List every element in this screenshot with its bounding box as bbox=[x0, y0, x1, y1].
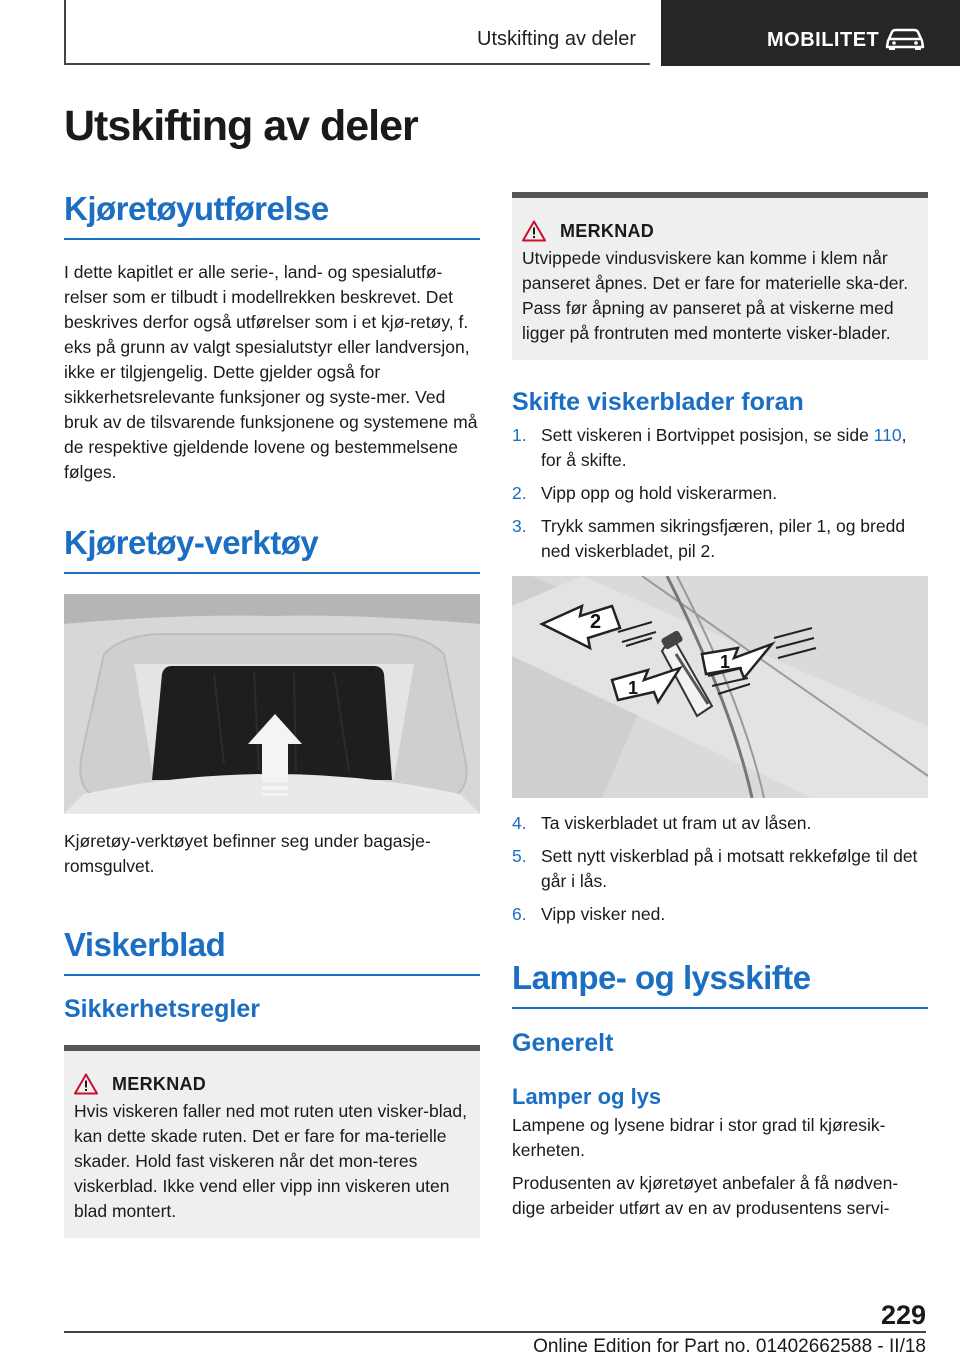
heading-vehicle-variant: Kjøretøyutførelse bbox=[64, 190, 480, 240]
page-title: Utskifting av deler bbox=[64, 102, 418, 150]
steps-list-a bbox=[512, 423, 928, 564]
step-text-part: Sett viskeren i Bortvippet posisjon, se side bbox=[541, 425, 874, 445]
header-chapter-tab[interactable] bbox=[661, 0, 960, 66]
paragraph-vehicle-tools: Kjøretøy-verktøyet befinner seg under bagasje-romsgulvet. bbox=[64, 831, 431, 876]
heading-safety-rules: Sikkerhetsregler bbox=[64, 995, 260, 1023]
header-left-rule bbox=[64, 0, 66, 64]
step-text: Vipp visker ned. bbox=[541, 904, 666, 924]
right-column bbox=[512, 192, 928, 1221]
paragraph-lamps-2: Produsenten av kjøretøyet anbefaler å få nødven-dige arbeider utført av en av produsentens servi- bbox=[512, 1173, 899, 1218]
step-text: Trykk sammen sikringsfjæren, piler 1, og bredd ned viskerbladet, pil 2. bbox=[541, 516, 906, 561]
step-number: 6. bbox=[512, 904, 527, 924]
step-text: Ta viskerbladet ut fram ut av låsen. bbox=[541, 813, 812, 833]
footer-rule bbox=[64, 1331, 926, 1333]
wiper-diagram bbox=[512, 576, 928, 798]
step-number: 5. bbox=[512, 846, 527, 866]
heading-replace-front-wipers: Skifte viskerblader foran bbox=[512, 388, 804, 416]
heading-lamp-replacement: Lampe- og lysskifte bbox=[512, 959, 928, 1009]
step-text: Sett nytt viskerblad på i motsatt rekkefølge til det går i lås. bbox=[541, 846, 918, 891]
step-number: 2. bbox=[512, 483, 527, 503]
step-text-part: , for å skifte. bbox=[541, 425, 907, 470]
list-item bbox=[512, 514, 928, 564]
notice-title: MERKNAD bbox=[112, 1073, 207, 1094]
footer-edition: Online Edition for Part no. 01402662588 - II/18 bbox=[533, 1336, 926, 1357]
notice-text: Utvippede vindusviskere kan komme i klem når panseret åpnes. Det er fare for materielle ska-der. Pass før åpning av panseret på at viskerne med ligger på frontruten med monterte visker-blader. bbox=[522, 248, 909, 343]
notice-box-left bbox=[64, 1045, 480, 1238]
step-text: Vipp opp og hold viskerarmen. bbox=[541, 483, 778, 503]
car-icon bbox=[884, 27, 926, 51]
header-chapter-label: MOBILITET bbox=[767, 29, 880, 51]
warning-triangle-icon bbox=[74, 1073, 98, 1095]
step-number: 1. bbox=[512, 425, 527, 445]
list-item bbox=[512, 423, 928, 473]
header-bottom-rule bbox=[64, 63, 650, 65]
list-item bbox=[512, 481, 928, 506]
steps-list-b bbox=[512, 811, 928, 927]
paragraph-lamps-1: Lampene og lysene bidrar i stor grad til kjøresik-kerheten. bbox=[512, 1115, 886, 1160]
list-item bbox=[512, 902, 928, 927]
notice-header bbox=[74, 1073, 468, 1095]
heading-general: Generelt bbox=[512, 1029, 614, 1057]
arrow-label-1: 1 bbox=[628, 678, 639, 698]
notice-box-right bbox=[512, 192, 928, 360]
notice-text: Hvis viskeren faller ned mot ruten uten visker-blad, kan dette skade ruten. Det er fare for ma-terielle skader. Hold fast viskeren når det mon-teres viskerblad. Ikke vend eller vipp inn viskeren uten blad montert. bbox=[74, 1101, 467, 1221]
left-column bbox=[64, 190, 480, 1238]
heading-vehicle-tools: Kjøretøy-verktøy bbox=[64, 524, 480, 574]
arrow-label-2: 2 bbox=[590, 611, 602, 633]
page-link[interactable]: 110 bbox=[873, 425, 902, 445]
notice-title: MERKNAD bbox=[560, 220, 655, 241]
trunk-floor-photo bbox=[64, 594, 480, 814]
heading-lamps-and-lights: Lamper og lys bbox=[512, 1084, 662, 1109]
step-text bbox=[541, 423, 928, 473]
list-item bbox=[512, 811, 928, 836]
header-section-title: Utskifting av deler bbox=[477, 28, 636, 50]
notice-header bbox=[522, 220, 916, 242]
page-number: 229 bbox=[880, 1300, 926, 1330]
step-number: 3. bbox=[512, 516, 527, 536]
heading-wiper-blade: Viskerblad bbox=[64, 926, 480, 976]
list-item bbox=[512, 844, 928, 894]
trunk-floor-illustration bbox=[64, 594, 480, 814]
warning-triangle-icon bbox=[522, 220, 546, 242]
arrow-label-1: 1 bbox=[720, 652, 731, 672]
wiper-blade-illustration bbox=[512, 576, 928, 798]
step-number: 4. bbox=[512, 813, 527, 833]
paragraph-vehicle-variant: I dette kapitlet er alle serie-, land- og spesialutfø-relser som er tilbudt i modellrekken beskrevet. Det beskrives derfor også utførelser som i et kjø-retøy, f. eks på grunn av valgt spesialutstyr eller landversjon, ikke er tilgjengelig. Dette gjelder også for sikkerhetsrelevante funksjoner og syste-mer. Ved bruk av de tilsvarende funksjonene og systemene må de respektive gjeldende lovene og bestemmelsene følges. bbox=[64, 262, 478, 482]
